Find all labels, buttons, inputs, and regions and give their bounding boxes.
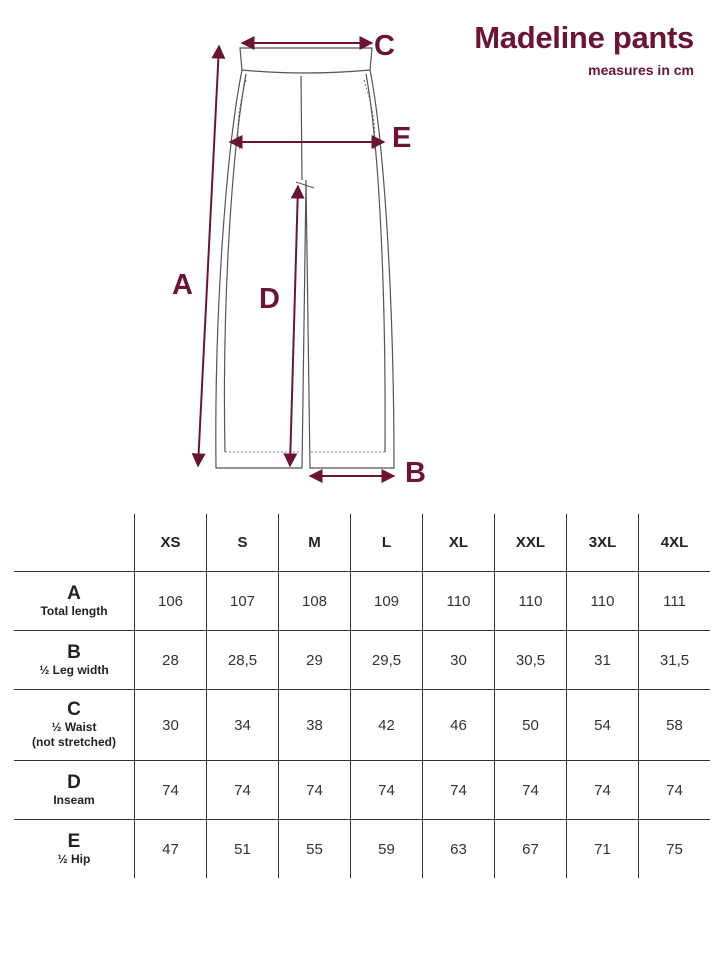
table-cell: 108	[279, 572, 351, 631]
size-header-xl: XL	[423, 514, 495, 572]
table-cell: 74	[567, 761, 639, 820]
table-cell: 38	[279, 690, 351, 761]
table-cell: 30,5	[495, 631, 567, 690]
row-header-e	[14, 820, 135, 879]
table-row-b	[14, 631, 710, 690]
dimension-label-a: A	[172, 269, 193, 301]
table-cell: 109	[351, 572, 423, 631]
table-cell: 110	[423, 572, 495, 631]
table-corner	[14, 514, 135, 572]
dimension-label-d: D	[259, 283, 280, 315]
table-cell: 74	[639, 761, 711, 820]
table-cell: 74	[207, 761, 279, 820]
table-cell: 74	[351, 761, 423, 820]
table-cell: 59	[351, 820, 423, 879]
table-row-d	[14, 761, 710, 820]
table-cell: 55	[279, 820, 351, 879]
row-header-a	[14, 572, 135, 631]
table-cell: 51	[207, 820, 279, 879]
table-cell: 107	[207, 572, 279, 631]
row-description: ½ Waist	[51, 720, 97, 734]
table-cell: 110	[567, 572, 639, 631]
page-title: Madeline pants	[474, 20, 694, 55]
size-header-row	[14, 514, 710, 572]
row-header-d	[14, 761, 135, 820]
dimension-label-c: C	[374, 30, 395, 62]
table-cell: 30	[423, 631, 495, 690]
table-cell: 54	[567, 690, 639, 761]
table-cell: 74	[135, 761, 207, 820]
row-header-c	[14, 690, 135, 761]
page-subtitle: measures in cm	[588, 62, 694, 78]
row-letter: A	[67, 582, 81, 604]
row-description: ½ Leg width	[39, 662, 109, 677]
dimension-d-line	[290, 186, 298, 466]
table-cell: 58	[639, 690, 711, 761]
table-cell: 47	[135, 820, 207, 879]
row-letter: E	[67, 830, 81, 852]
table-cell: 34	[207, 690, 279, 761]
table-cell: 31,5	[639, 631, 711, 690]
row-letter: C	[67, 699, 81, 720]
table-cell: 30	[135, 690, 207, 761]
table-cell: 74	[495, 761, 567, 820]
table-row-a	[14, 572, 710, 631]
size-header-xxl: XXL	[495, 514, 567, 572]
size-header-s: S	[207, 514, 279, 572]
table-cell: 29,5	[351, 631, 423, 690]
row-letter: B	[67, 641, 81, 663]
row-letter: D	[67, 771, 81, 793]
table-cell: 75	[639, 820, 711, 879]
table-cell: 42	[351, 690, 423, 761]
table-cell: 110	[495, 572, 567, 631]
table-cell: 28	[135, 631, 207, 690]
table-cell: 74	[423, 761, 495, 820]
row-header-b	[14, 631, 135, 690]
row-description: Inseam	[53, 792, 95, 807]
table-cell: 28,5	[207, 631, 279, 690]
table-cell: 106	[135, 572, 207, 631]
dimension-label-b: B	[405, 457, 426, 489]
table-cell: 63	[423, 820, 495, 879]
table-cell: 111	[639, 572, 711, 631]
size-header-3xl: 3XL	[567, 514, 639, 572]
table-cell: 74	[279, 761, 351, 820]
row-description: ½ Hip	[57, 851, 91, 866]
table-cell: 46	[423, 690, 495, 761]
size-table	[14, 514, 710, 878]
table-cell: 67	[495, 820, 567, 879]
size-header-l: L	[351, 514, 423, 572]
table-cell: 71	[567, 820, 639, 879]
size-header-m: M	[279, 514, 351, 572]
table-cell: 29	[279, 631, 351, 690]
table-cell: 50	[495, 690, 567, 761]
size-header-xs: XS	[135, 514, 207, 572]
table-row-e	[14, 820, 710, 879]
dimension-label-e: E	[392, 122, 412, 154]
table-row-c	[14, 690, 710, 761]
row-description: Total length	[40, 603, 108, 618]
pants-outline	[216, 48, 394, 468]
size-header-4xl: 4XL	[639, 514, 711, 572]
table-cell: 31	[567, 631, 639, 690]
row-description-note: (not stretched)	[32, 735, 116, 749]
